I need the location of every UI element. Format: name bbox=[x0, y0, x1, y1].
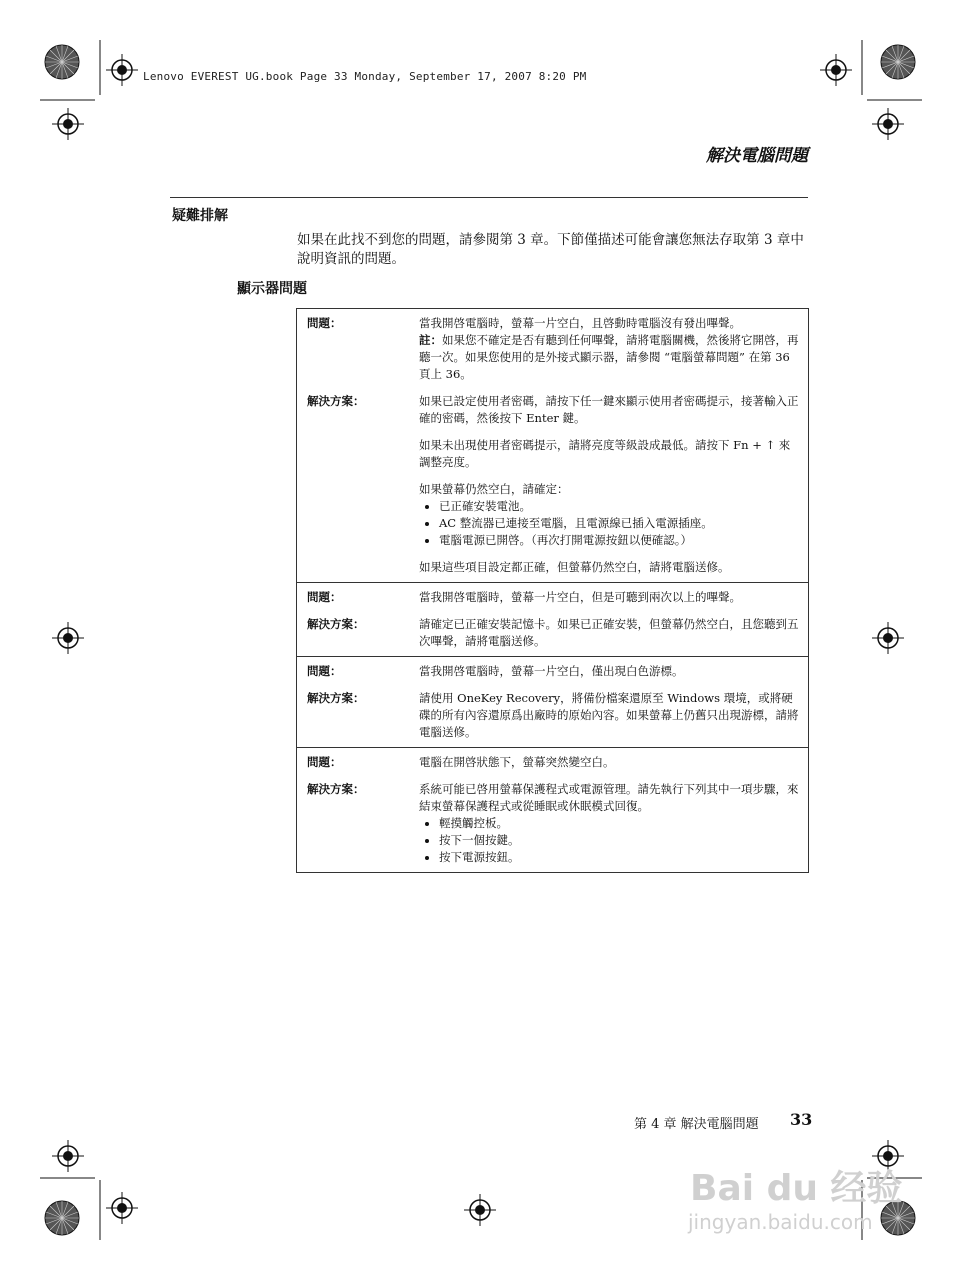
solution-text: 如果這些項目設定都正確，但螢幕仍然空白，請將電腦送修。 bbox=[419, 560, 730, 574]
solution-text: 請使用 OneKey Recovery，將備份檔案還原至 Windows 環境，或將硬碟的所有內容還原爲出廠時的原始內容。如果螢幕上仍舊只出現游標，請將電腦送修。 bbox=[419, 691, 799, 739]
section-title: 疑難排解 bbox=[172, 208, 228, 224]
file-header-line: Lenovo EVEREST UG.book Page 33 Monday, September 17, 2007 8:20 PM bbox=[143, 70, 587, 83]
solution-label: 解決方案： bbox=[307, 617, 365, 631]
watermark-brand: Bai du 经验 bbox=[690, 1168, 903, 1209]
solution-text: 如果螢幕仍然空白，請確定： bbox=[419, 482, 569, 496]
problem-text: 當我開啓電腦時，螢幕一片空白，僅出現白色游標。 bbox=[419, 664, 684, 678]
problem-text: 當我開啓電腦時，螢幕一片空白，且啓動時電腦沒有發出嗶聲。 bbox=[419, 316, 741, 330]
table-row bbox=[297, 657, 809, 748]
solution-text: 如果未出現使用者密碼提示，請將亮度等級設成最低。請按下 Fn + ↑ 來調整亮度。 bbox=[419, 438, 791, 469]
problem-text: 當我開啓電腦時，螢幕一片空白，但是可聽到兩次以上的嗶聲。 bbox=[419, 590, 741, 604]
list-item: • AC 整流器已連接至電腦，且電源線已插入電源插座。 bbox=[439, 515, 800, 532]
subsection-title: 顯示器問題 bbox=[237, 281, 307, 297]
list-item: • 電腦電源已開啓。（再次打開電源按鈕以便確認。） bbox=[439, 532, 800, 549]
problem-label: 問題： bbox=[307, 590, 342, 604]
note-text: 註：如果您不確定是否有聽到任何嗶聲，請將電腦關機，然後將它開啓，再聽一次。如果您使用的是外接式顯示器，請參閱 “電腦螢幕問題” 在第 36 頁上 36。 bbox=[419, 333, 799, 381]
table-row bbox=[297, 583, 809, 657]
solution-text: 系統可能已啓用螢幕保護程式或電源管理。請先執行下列其中一項步驟，來結束螢幕保護程式或從睡眠或休眠模式回復。 bbox=[419, 782, 799, 813]
page-number: 33 bbox=[790, 1110, 813, 1129]
table-row bbox=[297, 748, 809, 873]
section-intro: 如果在此找不到您的問題，請參閱第 3 章。下節僅描述可能會讓您無法存取第 3 章中說明資訊的問題。 bbox=[297, 232, 804, 267]
problem-label: 問題： bbox=[307, 316, 342, 330]
solution-label: 解決方案： bbox=[307, 394, 365, 408]
solution-label: 解決方案： bbox=[307, 691, 365, 705]
problem-text: 電腦在開啓狀態下，螢幕突然變空白。 bbox=[419, 755, 615, 769]
troubleshooting-table bbox=[296, 308, 809, 873]
solution-text: 如果已設定使用者密碼，請按下任一鍵來顯示使用者密碼提示，接著輸入正確的密碼，然後按下 Enter 鍵。 bbox=[419, 394, 799, 425]
list-item: • 按下電源按鈕。 bbox=[439, 849, 800, 866]
list-item: • 已正確安裝電池。 bbox=[439, 498, 800, 515]
solution-label: 解決方案： bbox=[307, 782, 365, 796]
list-item: • 輕摸觸控板。 bbox=[439, 815, 800, 832]
chapter-title: 解決電腦問題 bbox=[706, 146, 808, 166]
solution-text: 請確定已正確安裝記憶卡。如果已正確安裝，但螢幕仍然空白，且您聽到五次嗶聲，請將電腦送修。 bbox=[419, 617, 799, 648]
list-item: • 按下一個按鍵。 bbox=[439, 832, 800, 849]
table-row bbox=[297, 309, 809, 583]
problem-label: 問題： bbox=[307, 664, 342, 678]
header-divider bbox=[170, 197, 808, 198]
footer-chapter: 第 4 章 解決電腦問題 bbox=[634, 1117, 759, 1132]
watermark-url: jingyan.baidu.com bbox=[688, 1210, 873, 1234]
problem-label: 問題： bbox=[307, 755, 342, 769]
checklist bbox=[419, 815, 800, 866]
checklist bbox=[419, 498, 800, 549]
